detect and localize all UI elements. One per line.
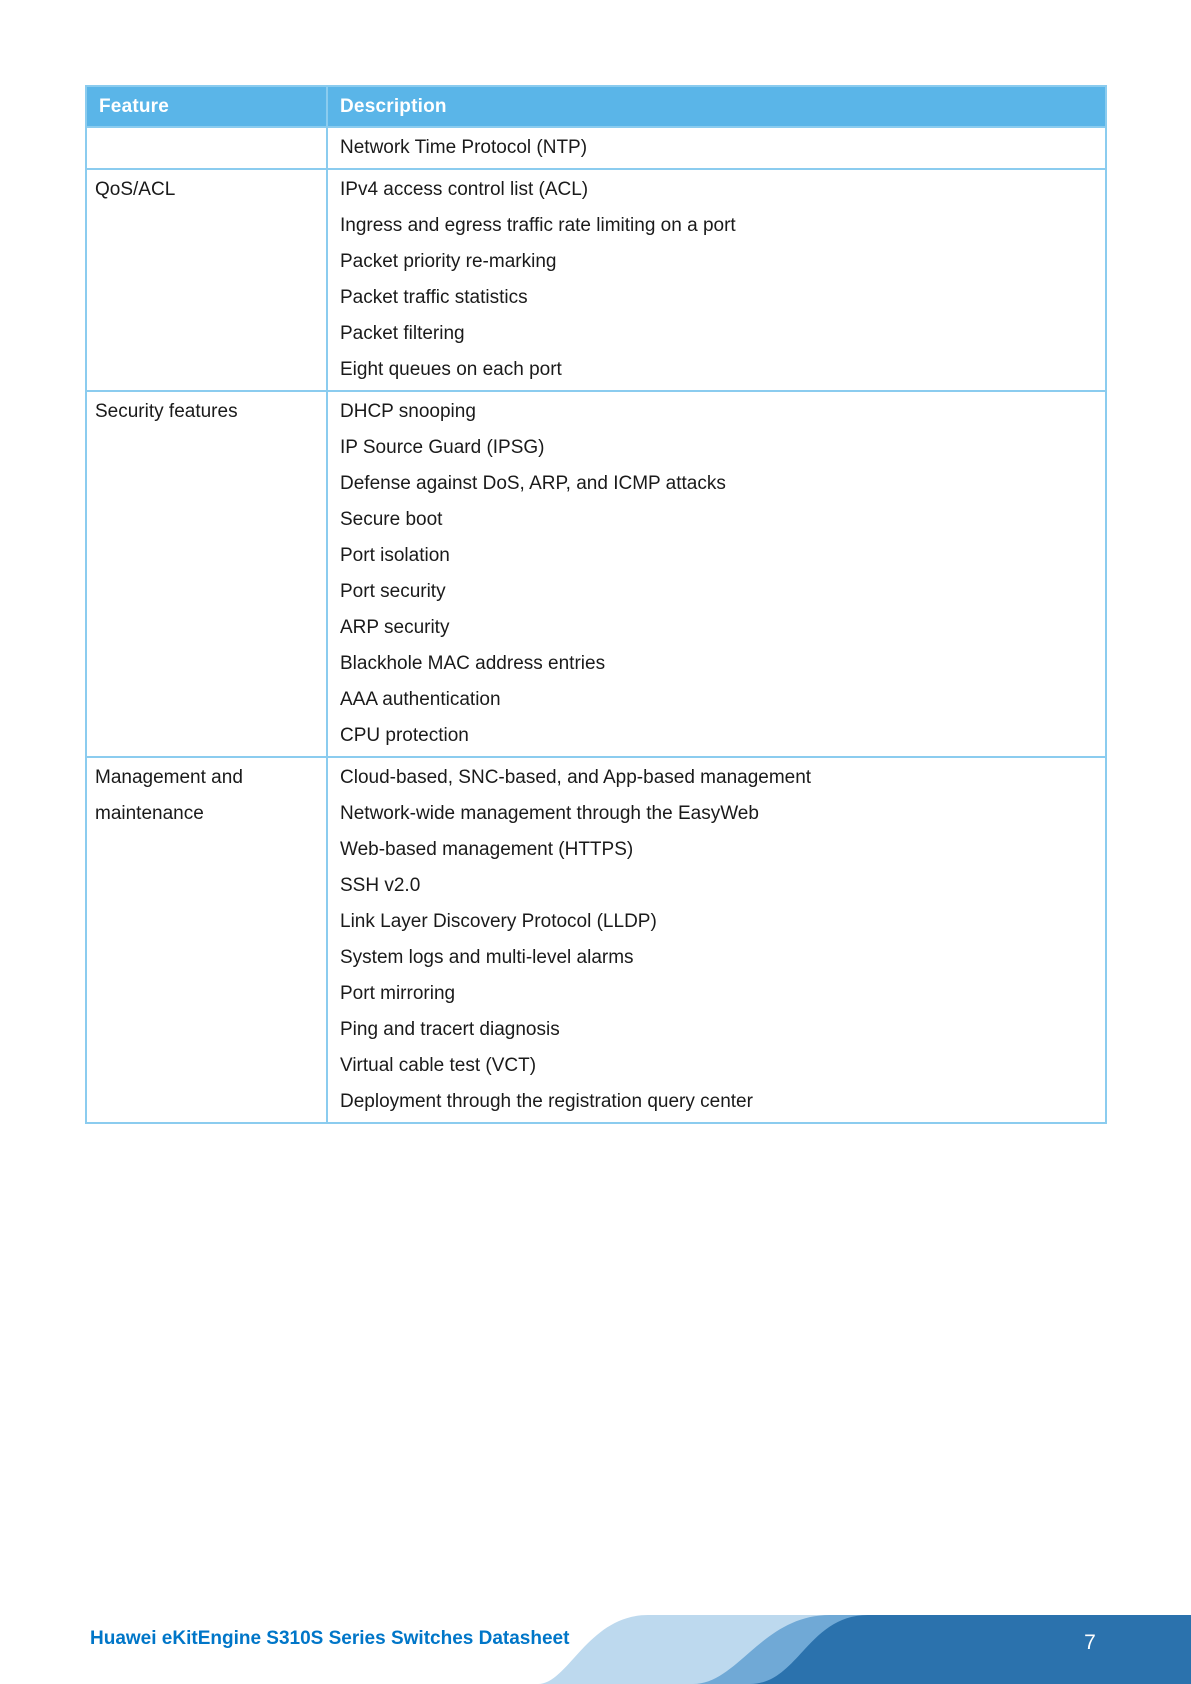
description-cell [327,391,1106,757]
description-line: Network-wide management through the EasyWeb [340,803,759,824]
description-line: Port mirroring [340,983,456,1004]
description-line: ARP security [340,617,450,638]
description-column-header: Description [327,86,1106,127]
page-number: 7 [1084,1631,1096,1654]
description-cell [327,169,1106,391]
feature-cell [86,127,327,169]
features-table [85,85,1107,1124]
feature-cell [86,169,327,391]
table-row [86,757,1106,1123]
description-line: Secure boot [340,509,443,530]
table-row [86,127,1106,169]
description-line: AAA authentication [340,689,501,710]
description-line: Blackhole MAC address entries [340,653,606,674]
description-line: Eight queues on each port [340,359,562,380]
description-cell [327,757,1106,1123]
description-line: Deployment through the registration query center [340,1091,753,1112]
description-line: IP Source Guard (IPSG) [340,437,545,458]
description-line: IPv4 access control list (ACL) [340,179,589,200]
description-line: Ingress and egress traffic rate limiting on a port [340,215,736,236]
description-line: CPU protection [340,725,469,746]
feature-cell [86,757,327,1123]
description-line: Port isolation [340,545,450,566]
description-line: Virtual cable test (VCT) [340,1055,537,1076]
feature-label: Security features [95,401,238,422]
description-line: Ping and tracert diagnosis [340,1019,560,1040]
description-line: Port security [340,581,446,602]
feature-label: QoS/ACL [95,179,176,200]
description-line: SSH v2.0 [340,875,421,896]
feature-label: Management and maintenance [95,767,243,824]
footer-document-title: Huawei eKitEngine S310S Series Switches Datasheet [90,1628,570,1649]
description-line: Packet traffic statistics [340,287,528,308]
description-line: Link Layer Discovery Protocol (LLDP) [340,911,657,932]
description-line: Web-based management (HTTPS) [340,839,634,860]
feature-column-header: Feature [86,86,327,127]
description-cell [327,127,1106,169]
description-line: Packet filtering [340,323,465,344]
table-row [86,391,1106,757]
description-line: Cloud-based, SNC-based, and App-based management [340,767,812,788]
feature-cell [86,391,327,757]
description-line: Defense against DoS, ARP, and ICMP attacks [340,473,726,494]
description-line: Packet priority re-marking [340,251,557,272]
description-line: Network Time Protocol (NTP) [340,137,588,158]
description-line: System logs and multi-level alarms [340,947,634,968]
description-line: DHCP snooping [340,401,476,422]
table-header-row [86,86,1106,127]
table-row [86,169,1106,391]
